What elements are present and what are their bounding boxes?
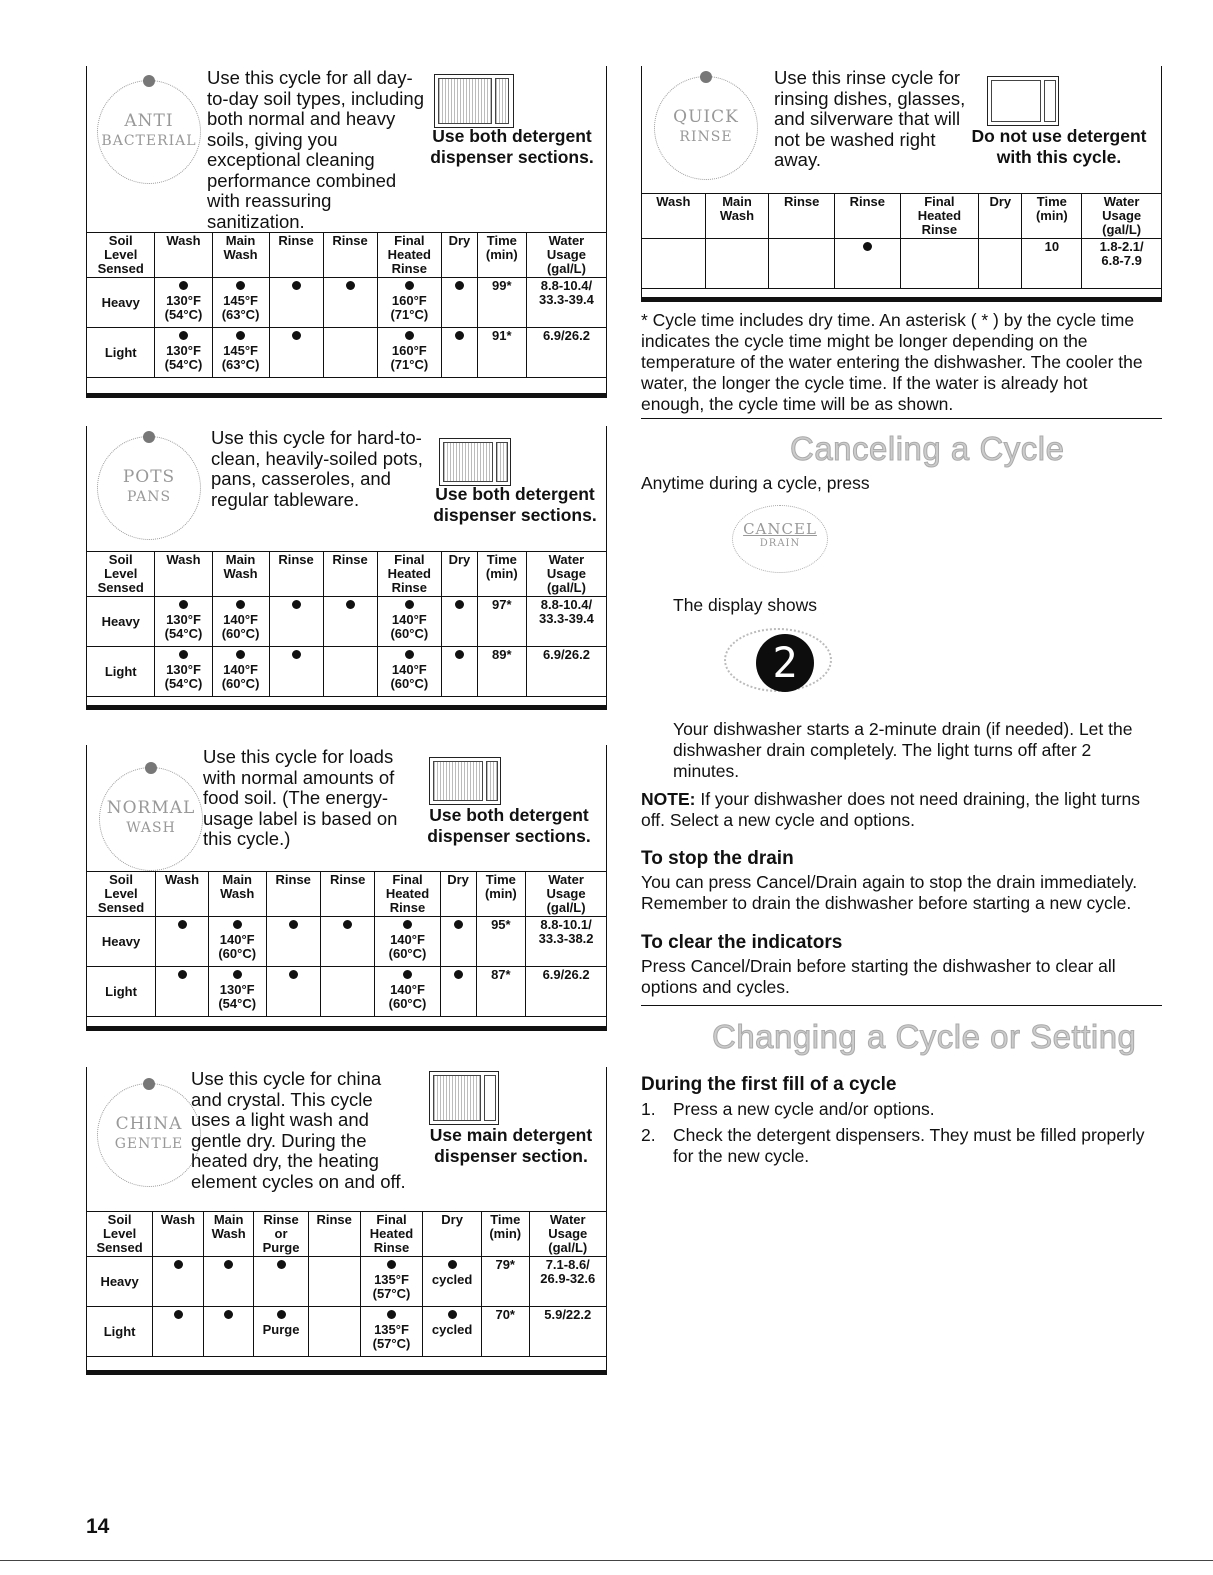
table-cell (323, 278, 377, 328)
table-cell (979, 239, 1022, 289)
list-item: 1. Press a new cycle and/or options. (641, 1099, 935, 1119)
table-cell (705, 239, 769, 289)
table-header-cell: Rinse (269, 552, 323, 597)
table-cell: 8.8-10.1/ 33.3-38.2 (526, 917, 607, 967)
step-bullet-icon (292, 650, 301, 659)
table-cell: 79* (481, 1257, 529, 1307)
table-cell: 99* (477, 278, 526, 328)
table-header-cell: Water Usage (gal/L) (526, 233, 606, 278)
table-cell: 70* (481, 1307, 529, 1357)
table-cell (153, 1307, 204, 1357)
canceling-heading: Canceling a Cycle (790, 430, 1065, 467)
step-bullet-icon (277, 1310, 286, 1319)
step-bullet-icon (236, 331, 245, 340)
step-bullet-icon (174, 1260, 183, 1269)
table-header-cell: Rinse (308, 1212, 360, 1257)
step-bullet-icon (455, 600, 464, 609)
step-bullet-icon (292, 281, 301, 290)
table-header-row (87, 233, 607, 278)
table-cell: 95* (476, 917, 526, 967)
table-cell (320, 967, 374, 1017)
table-header-cell: Water Usage (gal/L) (526, 872, 607, 917)
table-header-cell: Final Heated Rinse (377, 233, 442, 278)
step-bullet-icon (289, 970, 298, 979)
table-cell: 160°F (71°C) (377, 328, 442, 378)
table-cell (269, 647, 323, 697)
table-cell: 97* (477, 597, 526, 647)
table-cell (269, 328, 323, 378)
table-cell: Purge (254, 1307, 308, 1357)
step-bullet-icon (224, 1310, 233, 1319)
detergent-dispenser-icon (439, 438, 511, 486)
table-header-cell: Rinse (323, 552, 377, 597)
clear-indicators-text: Press Cancel/Drain before starting the dishwasher to clear all options and cycles. (641, 956, 1116, 997)
soil-level-cell: Heavy (87, 917, 156, 967)
table-cell: 135°F (57°C) (360, 1307, 422, 1357)
table-header-cell: Wash (642, 194, 706, 239)
table-row (87, 647, 607, 697)
step-bullet-icon (346, 281, 355, 290)
soil-level-cell: Heavy (87, 597, 155, 647)
table-cell: 130°F (54°C) (208, 967, 266, 1017)
table-cell (900, 239, 979, 289)
table-cell (203, 1307, 254, 1357)
step-bullet-icon (178, 920, 187, 929)
soil-level-cell: Light (87, 647, 155, 697)
table-header-cell: Main Wash (212, 552, 269, 597)
step-bullet-icon (387, 1260, 396, 1269)
china-gentle-badge-icon: CHINA GENTLE (97, 1083, 201, 1187)
table-cell (642, 239, 706, 289)
table-cell: 87* (476, 967, 526, 1017)
table-cell (323, 328, 377, 378)
table-cell (442, 278, 478, 328)
table-header-cell: Soil Level Sensed (87, 1212, 153, 1257)
table-cell: 140°F (60°C) (375, 967, 440, 1017)
step-bullet-icon (863, 242, 872, 251)
table-header-cell: Water Usage (gal/L) (526, 552, 606, 597)
table-cell (769, 239, 835, 289)
detergent-dispenser-icon (429, 757, 501, 805)
table-row (87, 917, 607, 967)
table-cell: 140°F (60°C) (375, 917, 440, 967)
step-bullet-icon (292, 331, 301, 340)
anti-bacterial-badge-icon: ANTI BACTERIAL (97, 80, 201, 184)
table-header-cell: Rinse (834, 194, 900, 239)
table-header-cell: Main Wash (705, 194, 769, 239)
detergent-dispenser-icon (434, 74, 514, 128)
detergent-instruction: Use both detergent dispenser sections. (433, 484, 597, 525)
step-bullet-icon (277, 1260, 286, 1269)
table-cell: 130°F (54°C) (155, 278, 212, 328)
table-header-cell: Rinse (269, 233, 323, 278)
cycle-table-anti-bacterial (86, 232, 607, 378)
display-indicator-icon (724, 628, 832, 692)
detergent-instruction: Do not use detergent with this cycle. (971, 126, 1147, 167)
table-cell: 7.1-8.6/ 26.9-32.6 (529, 1257, 607, 1307)
table-cell: 135°F (57°C) (360, 1257, 422, 1307)
step-bullet-icon (448, 1310, 457, 1319)
list-item: 2. Check the detergent dispensers. They must be filled properly for the new cycle. (641, 1125, 1145, 1166)
table-cell: 6.9/26.2 (526, 967, 607, 1017)
step-bullet-icon (289, 920, 298, 929)
table-cell: 89* (477, 647, 526, 697)
table-cell (269, 597, 323, 647)
table-cell: 140°F (60°C) (377, 597, 442, 647)
step-bullet-icon (292, 600, 301, 609)
table-header-cell: Dry (440, 872, 476, 917)
table-header-cell: Time (min) (481, 1212, 529, 1257)
table-cell: 5.9/22.2 (529, 1307, 607, 1357)
detergent-dispenser-icon (987, 76, 1059, 126)
table-header-cell: Rinse (769, 194, 835, 239)
table-cell (308, 1257, 360, 1307)
step-bullet-icon (174, 1310, 183, 1319)
cycle-description: Use this cycle for hard-to- clean, heavily-soiled pots, pans, casseroles, and regular tableware. (211, 427, 423, 510)
table-row (87, 1307, 607, 1357)
table-cell: 145°F (63°C) (212, 278, 269, 328)
table-cell (320, 917, 374, 967)
step-bullet-icon (178, 970, 187, 979)
detergent-dispenser-icon (429, 1071, 499, 1125)
table-cell: 10 (1022, 239, 1082, 289)
table-cell: 140°F (60°C) (208, 917, 266, 967)
step-bullet-icon (233, 920, 242, 929)
step-bullet-icon (405, 281, 414, 290)
soil-level-cell: Light (87, 328, 155, 378)
table-row (87, 597, 607, 647)
table-header-cell: Rinse or Purge (254, 1212, 308, 1257)
table-header-cell: Soil Level Sensed (87, 872, 156, 917)
table-cell (203, 1257, 254, 1307)
table-cell: 140°F (60°C) (212, 597, 269, 647)
detergent-instruction: Use both detergent dispenser sections. (430, 126, 594, 167)
table-cell (254, 1257, 308, 1307)
step-bullet-icon (224, 1260, 233, 1269)
table-cell (156, 917, 209, 967)
step-bullet-icon (233, 970, 242, 979)
table-cell (834, 239, 900, 289)
step-bullet-icon (403, 970, 412, 979)
cycle-description: Use this cycle for china and crystal. This cycle uses a light wash and gentle dry. During the heated dry, the heating element cycles on and off. (191, 1068, 406, 1192)
stop-drain-text: You can press Cancel/Drain again to stop the drain immediately. Remember to drain the dishwasher before starting a new cycle. (641, 872, 1138, 913)
soil-level-cell: Light (87, 1307, 153, 1357)
table-cell (442, 328, 478, 378)
detergent-instruction: Use both detergent dispenser sections. (427, 805, 591, 846)
table-header-cell: Dry (442, 233, 478, 278)
step-bullet-icon (405, 331, 414, 340)
table-header-cell: Dry (423, 1212, 482, 1257)
clear-indicators-heading: To clear the indicators (641, 932, 843, 953)
table-cell: 130°F (54°C) (155, 328, 212, 378)
cycle-description: Use this cycle for loads with normal amounts of food soil. (The energy- usage label is based on this cycle.) (203, 746, 398, 849)
table-cell: 8.8-10.4/ 33.3-39.4 (526, 278, 606, 328)
cycle-table-pots-pans (86, 551, 607, 697)
canceling-note: NOTE: If your dishwasher does not need draining, the light turns off. Select a new cycle and options. (641, 789, 1141, 830)
table-cell (153, 1257, 204, 1307)
step-bullet-icon (236, 281, 245, 290)
cycle-description: Use this cycle for all day- to-day soil types, including both normal and heavy soils, giving you exceptional cleaning performance combined with reassuring sanitization. (207, 67, 424, 232)
table-cell: 140°F (60°C) (212, 647, 269, 697)
table-header-cell: Final Heated Rinse (900, 194, 979, 239)
soil-level-cell: Light (87, 967, 156, 1017)
changing-steps (641, 1099, 1171, 1172)
table-cell (440, 917, 476, 967)
step-bullet-icon (405, 650, 414, 659)
step-bullet-icon (236, 650, 245, 659)
table-row (87, 1257, 607, 1307)
table-header-row (87, 1212, 607, 1257)
table-header-cell: Soil Level Sensed (87, 233, 155, 278)
table-cell (442, 597, 478, 647)
table-cell (269, 278, 323, 328)
step-bullet-icon (179, 600, 188, 609)
table-cell: 160°F (71°C) (377, 278, 442, 328)
table-cell: 6.9/26.2 (526, 328, 606, 378)
step-bullet-icon (387, 1310, 396, 1319)
table-header-cell: Final Heated Rinse (375, 872, 440, 917)
table-header-cell: Wash (153, 1212, 204, 1257)
table-header-cell: Water Usage (gal/L) (1082, 194, 1162, 239)
canceling-body: Your dishwasher starts a 2-minute drain (if needed). Let the dishwasher drain completely. The light turns off after 2 minutes. (673, 719, 1133, 781)
table-cell (308, 1307, 360, 1357)
cycle-table-quick-rinse (641, 193, 1162, 289)
step-bullet-icon (179, 331, 188, 340)
pots-pans-badge-icon: POTS PANS (97, 436, 201, 540)
table-row (642, 239, 1162, 289)
table-header-cell: Wash (155, 233, 212, 278)
table-row (87, 278, 607, 328)
table-cell: 140°F (60°C) (377, 647, 442, 697)
table-cell: 91* (477, 328, 526, 378)
table-header-cell: Wash (156, 872, 209, 917)
step-bullet-icon (454, 920, 463, 929)
table-header-cell: Rinse (320, 872, 374, 917)
table-cell: 130°F (54°C) (155, 647, 212, 697)
step-bullet-icon (346, 600, 355, 609)
table-header-row (87, 872, 607, 917)
table-cell (266, 917, 320, 967)
soil-level-cell: Heavy (87, 1257, 153, 1307)
cycle-table-china-gentle (86, 1211, 607, 1357)
table-header-cell: Final Heated Rinse (360, 1212, 422, 1257)
table-header-cell: Rinse (266, 872, 320, 917)
table-header-cell: Time (min) (477, 552, 526, 597)
table-cell (440, 967, 476, 1017)
table-cell (156, 967, 209, 1017)
detergent-instruction: Use main detergent dispenser section. (429, 1125, 593, 1166)
display-label: The display shows (673, 595, 817, 615)
table-header-row (642, 194, 1162, 239)
step-bullet-icon (455, 650, 464, 659)
step-bullet-icon (179, 281, 188, 290)
table-row (87, 967, 607, 1017)
table-cell (266, 967, 320, 1017)
normal-wash-badge-icon: NORMAL WASH (99, 767, 203, 871)
table-header-cell: Final Heated Rinse (377, 552, 442, 597)
table-header-cell: Soil Level Sensed (87, 552, 155, 597)
display-digit: 2 (756, 634, 814, 692)
cycle-table-normal-wash (86, 871, 607, 1017)
table-header-row (87, 552, 607, 597)
quick-rinse-badge-icon: QUICK RINSE (654, 76, 758, 180)
table-header-cell: Dry (442, 552, 478, 597)
table-cell (323, 597, 377, 647)
step-bullet-icon (403, 920, 412, 929)
cancel-drain-button-icon: CANCEL DRAIN (732, 505, 828, 573)
step-bullet-icon (236, 600, 245, 609)
table-header-cell: Time (min) (476, 872, 526, 917)
changing-heading: Changing a Cycle or Setting (712, 1018, 1137, 1055)
step-bullet-icon (179, 650, 188, 659)
table-cell: 145°F (63°C) (212, 328, 269, 378)
canceling-intro: Anytime during a cycle, press (641, 473, 870, 493)
table-header-cell: Wash (155, 552, 212, 597)
table-cell (323, 647, 377, 697)
table-header-cell: Time (min) (1022, 194, 1082, 239)
table-header-cell: Water Usage (gal/L) (529, 1212, 607, 1257)
table-row (87, 328, 607, 378)
table-header-cell: Main Wash (203, 1212, 254, 1257)
table-cell: cycled (423, 1307, 482, 1357)
step-bullet-icon (448, 1260, 457, 1269)
table-cell: 130°F (54°C) (155, 597, 212, 647)
step-bullet-icon (455, 331, 464, 340)
table-header-cell: Time (min) (477, 233, 526, 278)
step-bullet-icon (454, 970, 463, 979)
table-header-cell: Main Wash (208, 872, 266, 917)
table-cell: 1.8-2.1/ 6.8-7.9 (1082, 239, 1162, 289)
table-header-cell: Dry (979, 194, 1022, 239)
step-bullet-icon (343, 920, 352, 929)
first-fill-heading: During the first fill of a cycle (641, 1074, 897, 1095)
soil-level-cell: Heavy (87, 278, 155, 328)
stop-drain-heading: To stop the drain (641, 848, 794, 869)
page-number: 14 (86, 1515, 110, 1538)
table-cell: cycled (423, 1257, 482, 1307)
table-header-cell: Rinse (323, 233, 377, 278)
table-cell: 8.8-10.4/ 33.3-39.4 (526, 597, 606, 647)
table-cell (442, 647, 478, 697)
table-header-cell: Main Wash (212, 233, 269, 278)
step-bullet-icon (455, 281, 464, 290)
cycle-time-footnote: * Cycle time includes dry time. An asterisk ( * ) by the cycle time indicates the cycle time might be longer depending on the temperature of the water entering the dishwasher. The cooler the water, the longer the cycle time. If the water is already hot enough, the cycle time will be as shown. (641, 310, 1143, 414)
table-cell: 6.9/26.2 (526, 647, 606, 697)
cycle-description: Use this rinse cycle for rinsing dishes, glasses, and silverware that will not be washed right away. (774, 67, 966, 170)
step-bullet-icon (405, 600, 414, 609)
